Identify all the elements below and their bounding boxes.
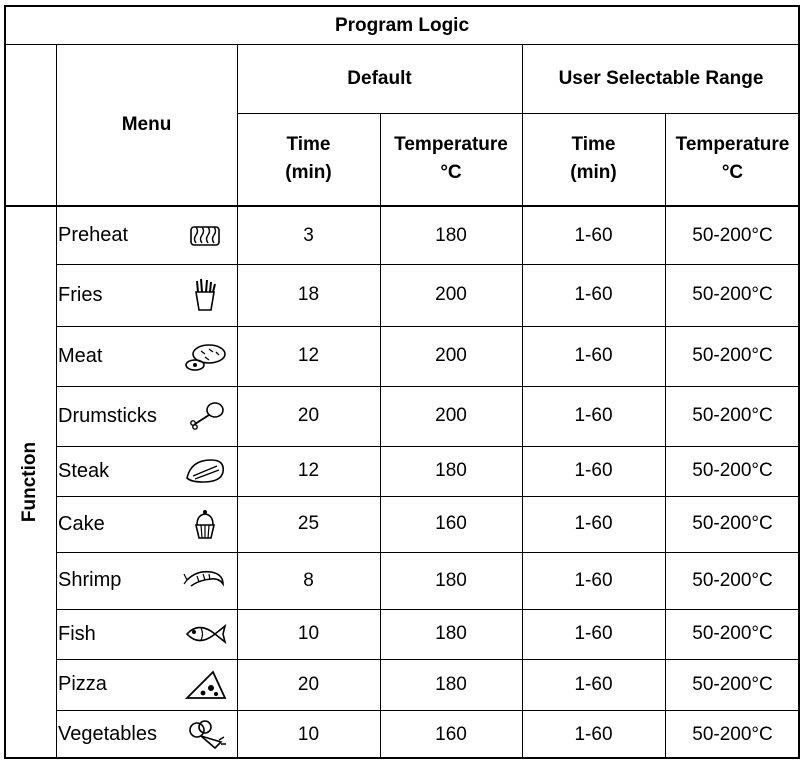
menu-cell — [57, 710, 237, 759]
function-label-text: Function — [19, 441, 41, 523]
temp-header-line2: °C — [721, 162, 744, 183]
menu-item-label: Fish — [58, 622, 96, 645]
default-temp-cell: 180 — [435, 224, 467, 246]
range-temp-cell: 50-200°C — [692, 623, 773, 644]
range-temp-cell: 50-200°C — [692, 284, 773, 305]
cupcake-icon — [181, 505, 229, 543]
grid-line — [4, 44, 800, 45]
menu-cell — [57, 659, 237, 710]
range-time-cell: 1-60 — [574, 460, 613, 481]
time-header-line2: (min) — [285, 162, 332, 183]
default-time-cell: 12 — [297, 460, 320, 481]
table-title: Program Logic — [334, 15, 470, 36]
shrimp-icon — [181, 562, 229, 600]
range-time-cell: 1-60 — [574, 723, 613, 745]
menu-cell — [57, 446, 237, 496]
range-temp-cell: 50-200°C — [692, 723, 773, 745]
range-temp-cell: 50-200°C — [692, 345, 773, 366]
range-temp-cell: 50-200°C — [692, 569, 773, 591]
default-temp-header — [380, 113, 522, 205]
default-time-cell: 20 — [297, 405, 320, 426]
function-label — [4, 205, 56, 759]
range-temp-cell: 50-200°C — [692, 224, 773, 246]
menu-item-label: Drumsticks — [58, 404, 157, 427]
range-temp-cell: 50-200°C — [692, 405, 773, 426]
default-temp-cell: 200 — [435, 405, 467, 426]
default-time-cell: 10 — [297, 623, 320, 644]
fries-icon — [181, 276, 229, 314]
time-header-line1: Time — [286, 134, 331, 155]
default-temp-cell: 200 — [435, 284, 467, 305]
range-temp-cell: 50-200°C — [692, 460, 773, 481]
grid-line — [237, 113, 800, 114]
default-time-cell: 8 — [303, 569, 314, 591]
range-time-cell: 1-60 — [574, 513, 613, 534]
default-time-cell: 3 — [303, 224, 314, 246]
range-time-cell: 1-60 — [574, 405, 613, 426]
menu-cell — [57, 552, 237, 609]
range-time-cell: 1-60 — [574, 673, 613, 695]
menu-item-label: Vegetables — [58, 723, 157, 745]
menu-item-label: Steak — [58, 459, 110, 482]
menu-item-label: Fries — [58, 283, 103, 306]
range-temp-cell: 50-200°C — [692, 513, 773, 534]
default-temp-cell: 160 — [435, 723, 467, 745]
menu-cell — [57, 326, 237, 386]
menu-cell — [57, 264, 237, 326]
pizza-icon — [181, 666, 229, 704]
meat-icon — [181, 337, 229, 375]
range-time-cell: 1-60 — [574, 345, 613, 366]
default-time-cell: 10 — [297, 723, 320, 745]
steak-icon — [181, 452, 229, 490]
menu-item-label: Cake — [58, 512, 105, 535]
drumstick-icon — [181, 397, 229, 435]
default-time-header — [237, 113, 380, 205]
range-time-cell: 1-60 — [574, 224, 613, 246]
default-temp-cell: 200 — [435, 345, 467, 366]
menu-cell — [57, 496, 237, 552]
menu-item-label: Preheat — [58, 224, 129, 246]
range-time-cell: 1-60 — [574, 623, 613, 644]
default-temp-cell: 160 — [435, 513, 467, 534]
range-header: User Selectable Range — [558, 68, 764, 89]
default-temp-cell: 180 — [435, 623, 467, 644]
temp-header-line2: °C — [440, 162, 462, 183]
default-temp-cell: 180 — [435, 569, 467, 591]
default-time-cell: 20 — [297, 673, 320, 695]
default-temp-cell: 180 — [435, 673, 467, 695]
temp-header-line1: Temperature — [394, 134, 508, 155]
vegetables-icon — [181, 716, 229, 754]
range-temp-header — [665, 113, 800, 205]
range-time-header — [522, 113, 665, 205]
default-time-cell: 18 — [297, 284, 320, 305]
range-temp-cell: 50-200°C — [692, 673, 773, 695]
menu-item-label: Meat — [58, 344, 103, 367]
heating-element-icon — [181, 217, 229, 255]
time-header-line2: (min) — [570, 162, 617, 183]
range-time-cell: 1-60 — [574, 284, 613, 305]
default-time-cell: 12 — [297, 345, 320, 366]
range-time-cell: 1-60 — [574, 569, 613, 591]
menu-item-label: Pizza — [58, 673, 107, 695]
menu-cell — [57, 609, 237, 659]
fish-icon — [181, 615, 229, 653]
temp-header-line1: Temperature — [675, 134, 790, 155]
time-header-line1: Time — [571, 134, 616, 155]
default-header: Default — [347, 68, 412, 89]
menu-item-label: Shrimp — [58, 569, 122, 591]
menu-header: Menu — [121, 114, 172, 135]
default-temp-cell: 180 — [435, 460, 467, 481]
default-time-cell: 25 — [297, 513, 320, 534]
menu-cell — [57, 386, 237, 446]
menu-cell — [57, 207, 237, 264]
